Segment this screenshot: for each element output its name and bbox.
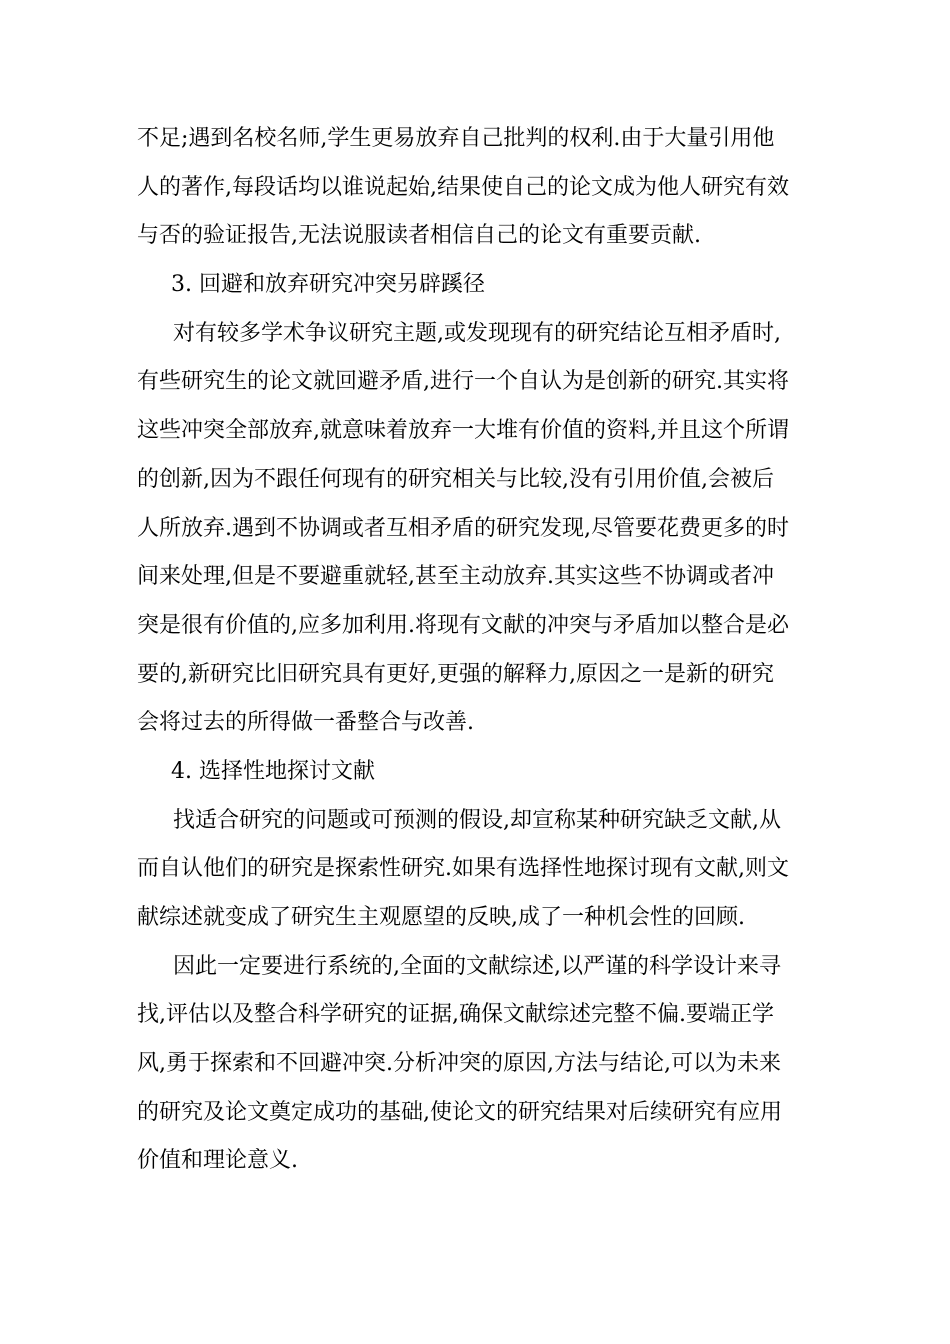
text-line: 而自认他们的研究是探索性研究.如果有选择性地探讨现有文献,则文: [137, 856, 789, 882]
text-line: 找,评估以及整合科学研究的证据,确保文献综述完整不偏.要端正学: [137, 1002, 774, 1028]
text-line: 的创新,因为不跟任何现有的研究相关与比较,没有引用价值,会被后: [137, 466, 774, 492]
text-line: 的研究及论文奠定成功的基础,使论文的研究结果对后续研究有应用: [137, 1099, 782, 1125]
text-line: 会将过去的所得做一番整合与改善.: [137, 710, 474, 736]
section-heading-4: 4. 选择性地探讨文献: [171, 758, 375, 784]
text-line: 人所放弃.遇到不协调或者互相矛盾的研究发现,尽管要花费更多的时: [137, 515, 789, 541]
text-line: 人的著作,每段话均以谁说起始,结果使自己的论文成为他人研究有效: [137, 174, 789, 200]
paragraph-start: 找适合研究的问题或可预测的假设,却宣称某种研究缺乏文献,从: [173, 807, 781, 833]
text-line: 献综述就变成了研究生主观愿望的反映,成了一种机会性的回顾.: [137, 905, 745, 930]
text-line: 不足;遇到名校名师,学生更易放弃自己批判的权利.由于大量引用他: [137, 126, 775, 151]
text-line: 要的,新研究比旧研究具有更好,更强的解释力,原因之一是新的研究: [137, 661, 774, 687]
paragraph-start: 因此一定要进行系统的,全面的文献综述,以严谨的科学设计来寻: [173, 953, 781, 979]
text-line: 与否的验证报告,无法说服读者相信自己的论文有重要贡献.: [137, 223, 701, 249]
text-line: 有些研究生的论文就回避矛盾,进行一个自认为是创新的研究.其实将: [137, 369, 789, 395]
section-heading-3: 3. 回避和放弃研究冲突另辟蹊径: [171, 272, 485, 298]
text-line: 这些冲突全部放弃,就意味着放弃一大堆有价值的资料,并且这个所谓: [137, 418, 789, 444]
text-line: 风,勇于探索和不回避冲突.分析冲突的原因,方法与结论,可以为未来: [137, 1051, 781, 1077]
body-text: [137, 119, 817, 1190]
text-line: 突是很有价值的,应多加利用.将现有文献的冲突与矛盾加以整合是必: [137, 612, 789, 638]
text-line: 价值和理论意义.: [137, 1148, 298, 1174]
text-line: 间来处理,但是不要避重就轻,甚至主动放弃.其实这些不协调或者冲: [137, 564, 774, 590]
paragraph-start: 对有较多学术争议研究主题,或发现现有的研究结论互相矛盾时,: [173, 320, 781, 346]
